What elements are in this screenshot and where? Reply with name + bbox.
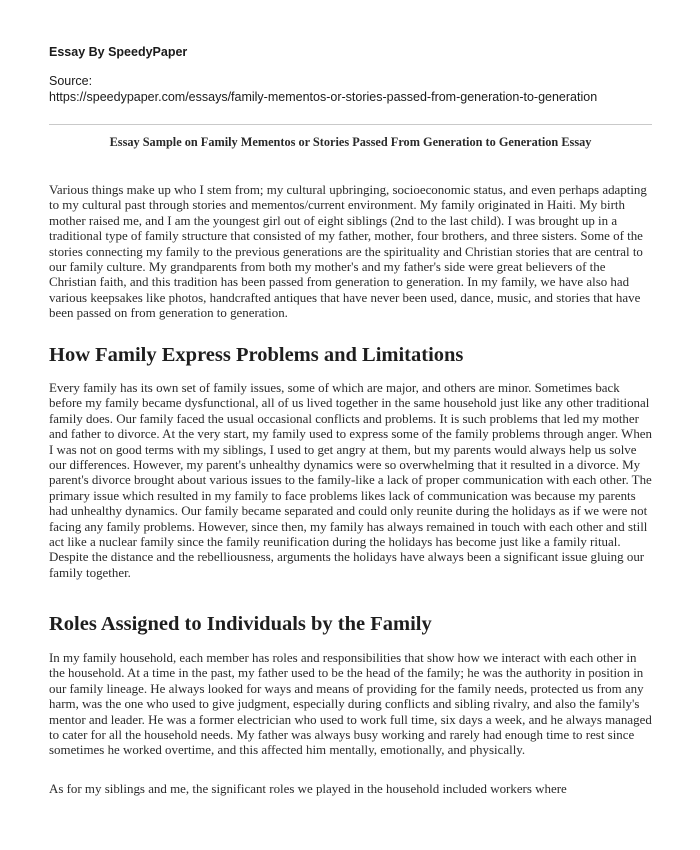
section-heading-roles: Roles Assigned to Individuals by the Family [49, 613, 432, 635]
section-paragraph: In my family household, each member has roles and responsibilities that show how we interact with each other in the household. At a time in the past, my father used to be the head of the family; he was the authority in position in our family lineage. He always looked for ways and means of providing for the family needs, protected us from any harm, was the one who used to give judgment, especially during conflicts and sibling rivalry, and also the family's mentor and leader. He was a former electrician who used to work full time, six days a week, and he always managed to cater for all the household needs. My father was always busy working and rarely had enough time to rest since sometimes he worked overtime, and this affected him mentally, emotionally, and physically. [49, 650, 652, 758]
source-label: Source: [49, 74, 93, 88]
section-heading-problems: How Family Express Problems and Limitations [49, 344, 464, 366]
section-paragraph: As for my siblings and me, the significant roles we played in the household included workers where [49, 781, 567, 796]
essay-author-line: Essay By SpeedyPaper [49, 45, 188, 59]
source-url: https://speedypaper.com/essays/family-mementos-or-stories-passed-from-generation-to-generation [49, 90, 598, 104]
essay-title: Essay Sample on Family Mementos or Stories Passed From Generation to Generation Essay [109, 135, 592, 149]
section-paragraph: Every family has its own set of family issues, some of which are major, and others are minor. Sometimes back before my family became dysfunctional, all of us lived together in the same household just like any other traditional family does. Our family faced the usual occasional conflicts and problems. It is such problems that led my mother and father to divorce. At the very start, my family used to express some of the family problems through anger. When I was not on good terms with my siblings, I used to get angry at them, but my parents would always help us solve our differences. However, my parent's unhealthy dynamics were so overwhelming that it resulted in a divorce. My parent's divorce brought about various issues to the family-like a lack of proper communication with each other. The primary issue which resulted in my family to face problems likes lack of communication was because my parents had unhealthy dynamics. Our family became separated and could only reunite during the holidays as if we were not facing any family problems. However, since then, my family has always remained in touch with each other and still act like a nuclear family since the family reunification during the holidays has become just like a family ritual. Despite the distance and the rebelliousness, arguments the holidays have always been a significant issue gluing our family together. [49, 380, 652, 580]
intro-paragraph: Various things make up who I stem from; my cultural upbringing, socioeconomic status, and even perhaps adapting to my cultural past through stories and mementos/current environment. My family originated in Haiti. My birth mother raised me, and I am the youngest girl out of eight siblings (2nd to the last child). I was brought up in a traditional type of family structure that consisted of my father, mother, four brothers, and three sisters. Some of the stories connecting my family to the previous generations are the spirituality and Christian stories that are central to our family culture. My grandparents from both my mother's and my father's side were great believers of the Christian faith, and this tradition has been passed from generation to generation. In my family, we have also had various keepsakes like photos, handcrafted antiques that have never been used, dance, music, and stories that have been passed on from generation to generation. [49, 182, 647, 321]
header-divider [49, 124, 652, 125]
